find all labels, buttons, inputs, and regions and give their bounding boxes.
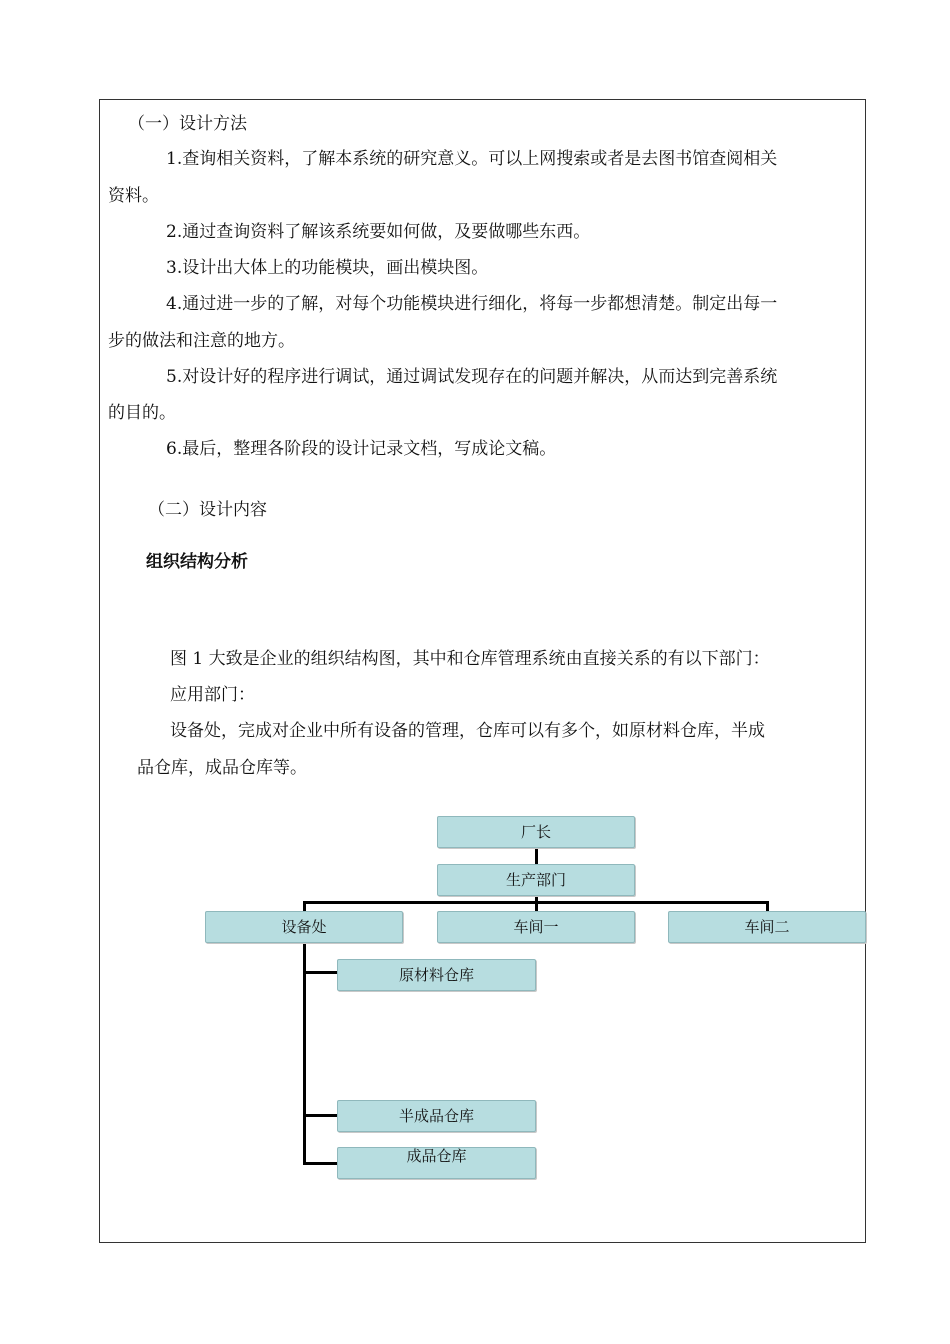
node-workshop-1: 车间一 <box>437 911 635 943</box>
step-5-line-2: 的目的。 <box>108 403 176 423</box>
node-production-dept: 生产部门 <box>437 864 635 896</box>
paragraph-equipment-line-1: 设备处，完成对企业中所有设备的管理，仓库可以有多个，如原材料仓库，半成 <box>170 721 765 741</box>
connector-head-to-production <box>535 848 538 865</box>
step-6: 6.最后，整理各阶段的设计记录文档，写成论文稿。 <box>166 439 557 459</box>
node-raw-material-warehouse: 原材料仓库 <box>337 959 536 991</box>
node-equipment-office: 设备处 <box>205 911 403 943</box>
step-4-line-2: 步的做法和注意的地方。 <box>108 331 295 351</box>
step-1-line-1: 1.查询相关资料，了解本系统的研究意义。可以上网搜索或者是去图书馆查阅相关 <box>166 149 778 169</box>
paragraph-dept-label: 应用部门： <box>170 685 255 705</box>
node-finished-warehouse: 成品仓库 <box>337 1147 536 1179</box>
step-5-line-1: 5.对设计好的程序进行调试，通过调试发现存在的问题并解决，从而达到完善系统 <box>166 367 778 387</box>
paragraph-equipment-line-2: 品仓库，成品仓库等。 <box>137 758 307 778</box>
step-2: 2.通过查询资料了解该系统要如何做，及要做哪些东西。 <box>166 222 591 242</box>
heading-design-method: （一）设计方法 <box>128 114 247 134</box>
section-title: 组织结构分析 <box>146 552 248 572</box>
step-3: 3.设计出大体上的功能模块，画出模块图。 <box>166 258 489 278</box>
node-factory-head: 厂长 <box>437 816 635 848</box>
step-1-line-2: 资料。 <box>108 186 159 206</box>
connector-warehouse-trunk <box>303 942 306 1165</box>
paragraph-intro: 图 1 大致是企业的组织结构图，其中和仓库管理系统由直接关系的有以下部门： <box>170 649 770 669</box>
connector-to-raw-material <box>303 971 338 974</box>
heading-design-content: （二）设计内容 <box>148 500 267 520</box>
node-semi-finished-warehouse: 半成品仓库 <box>337 1100 536 1132</box>
node-workshop-2: 车间二 <box>668 911 866 943</box>
step-4-line-1: 4.通过进一步的了解，对每个功能模块进行细化，将每一步都想清楚。制定出每一 <box>166 294 778 314</box>
connector-to-semi-finished <box>303 1114 338 1117</box>
connector-to-finished <box>303 1162 338 1165</box>
